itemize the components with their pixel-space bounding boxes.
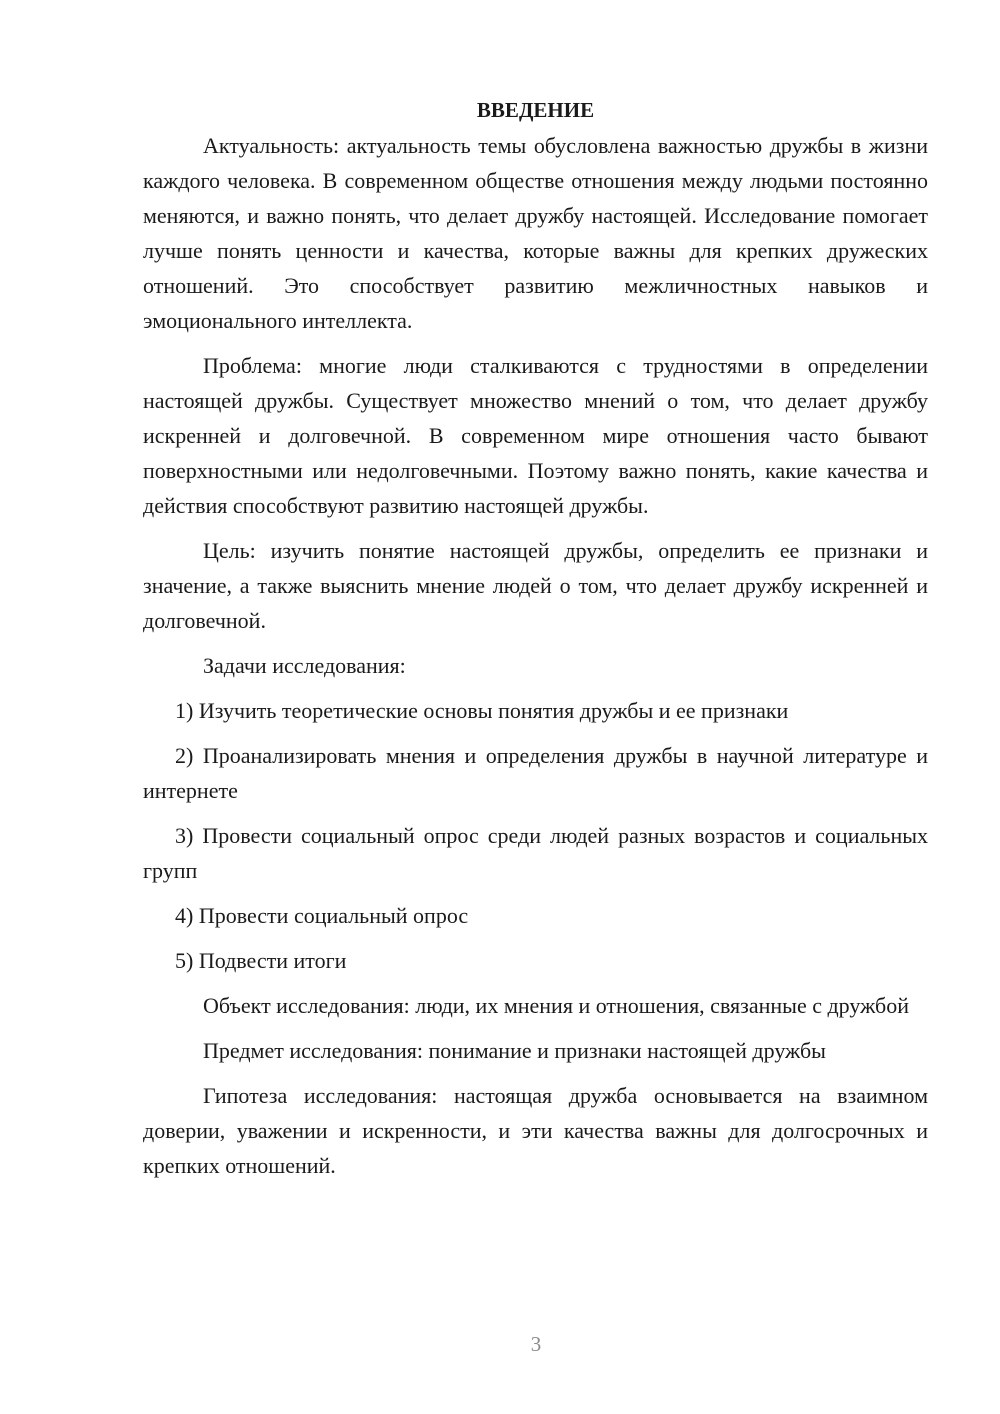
list-item-task-1: 1) Изучить теоретические основы понятия дружбы и ее признаки [175, 698, 789, 723]
paragraph-relevance: Актуальность: актуальность темы обусловлена важностью дружбы в жизни каждого человека. В современном обществе отношения между людьми постоянно меняются, и важно понять, что делает дружбу настоящей. Исследование помогает лучше понять ценности и качества, которые важны для крепких дружеских отношений. Это способствует развитию межличностных навыков и эмоционального интеллекта. [143, 133, 928, 333]
paragraph-tasks-heading: Задачи исследования: [203, 653, 406, 678]
list-item-task-5: 5) Подвести итоги [175, 948, 347, 973]
paragraph-subject: Предмет исследования: понимание и признаки настоящей дружбы [203, 1038, 826, 1063]
paragraph-problem: Проблема: многие люди сталкиваются с трудностями в определении настоящей дружбы. Существует множество мнений о том, что делает дружбу искренней и долговечной. В современном мире отношения часто бывают поверхностными или недолговечными. Поэтому важно понять, какие качества и действия способствуют развитию настоящей дружбы. [143, 353, 928, 518]
paragraph-object: Объект исследования: люди, их мнения и отношения, связанные с дружбой [203, 993, 909, 1018]
paragraph-hypothesis: Гипотеза исследования: настоящая дружба основывается на взаимном доверии, уважении и искренности, и эти качества важны для долгосрочных и крепких отношений. [143, 1083, 928, 1178]
paragraph-goal: Цель: изучить понятие настоящей дружбы, определить ее признаки и значение, а также выяснить мнение людей о том, что делает дружбу искренней и долговечной. [143, 538, 928, 633]
page-number: 3 [530, 1332, 542, 1356]
list-item-task-2: 2) Проанализировать мнения и определения дружбы в научной литературе и интернете [143, 743, 928, 803]
page-title: ВВЕДЕНИЕ [476, 98, 595, 122]
list-item-task-3: 3) Провести социальный опрос среди людей разных возрастов и социальных групп [143, 823, 928, 883]
list-item-task-4: 4) Провести социальный опрос [175, 903, 469, 928]
page-content [143, 93, 928, 1193]
